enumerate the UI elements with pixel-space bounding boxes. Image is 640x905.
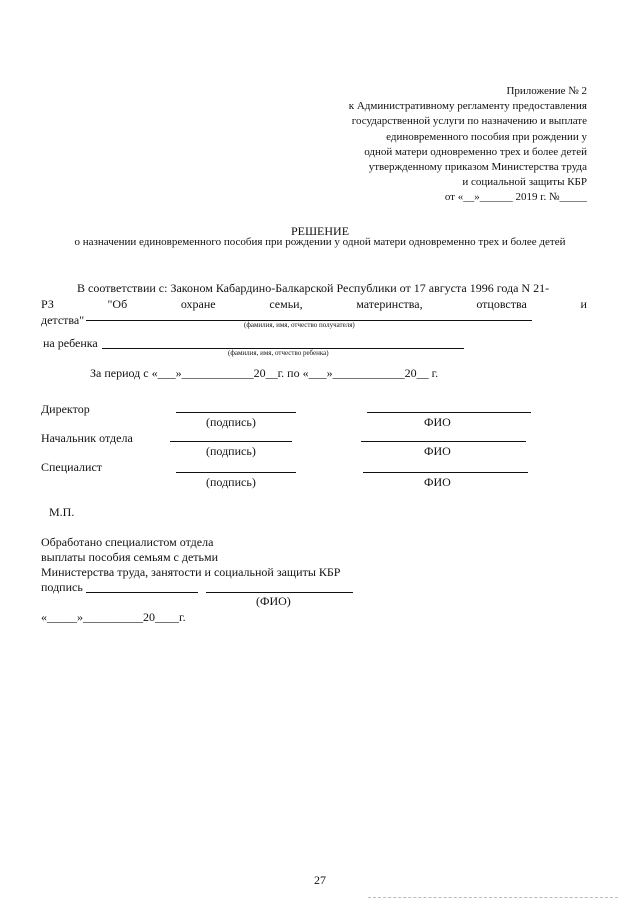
recipient-caption: (фамилия, имя, отчество получателя): [244, 321, 355, 329]
director-signature-field[interactable]: [176, 412, 296, 413]
legal-word: материнства,: [356, 297, 423, 311]
appendix-line: единовременного пособия при рождении у: [386, 130, 587, 143]
appendix-line: от «__»______ 2019 г. №_____: [444, 191, 587, 204]
director-fio-caption: ФИО: [424, 415, 451, 429]
legal-line-2: [41, 296, 587, 312]
specialist-sign-caption: (подпись): [206, 475, 256, 489]
appendix-line: утвержденному приказом Министерства труда: [368, 161, 587, 174]
processed-signature-field[interactable]: [86, 592, 198, 593]
legal-word: семьи,: [269, 297, 303, 311]
signature-role-director: Директор: [41, 402, 90, 416]
head-fio-caption: ФИО: [424, 444, 451, 458]
child-label: на ребенка: [43, 336, 98, 350]
legal-word: РЗ: [41, 297, 54, 311]
processed-name-field[interactable]: [206, 592, 353, 593]
signature-role-head: Начальник отдела: [41, 431, 133, 445]
processed-date: «_____»__________20____г.: [41, 610, 186, 624]
processed-sign-label: подпись: [41, 580, 83, 594]
specialist-name-field[interactable]: [363, 472, 528, 473]
processed-line: выплаты пособия семьям с детьми: [41, 550, 219, 564]
appendix-line: к Административному регламенту предоставления: [348, 100, 587, 113]
appendix-line: государственной услуги по назначению и выплате: [351, 115, 587, 128]
appendix-line: Приложение № 2: [506, 85, 587, 97]
page-number: 27: [314, 873, 326, 887]
processed-line: Обработано специалистом отдела: [41, 535, 214, 549]
document-title: РЕШЕНИЕ: [290, 224, 350, 238]
head-sign-caption: (подпись): [206, 444, 256, 458]
specialist-signature-field[interactable]: [176, 472, 296, 473]
legal-line-3: детства": [41, 313, 85, 327]
document-subtitle: о назначении единовременного пособия при рождении у одной матери одновременно трех и более детей: [74, 236, 566, 248]
period-line: За период с «___»____________20__г. по «___»____________20__ г.: [90, 366, 439, 380]
signature-role-specialist: Специалист: [41, 460, 103, 474]
child-caption: (фамилия, имя, отчество ребенка): [228, 349, 329, 357]
head-name-field[interactable]: [361, 441, 526, 442]
director-name-field[interactable]: [367, 412, 531, 413]
stamp-place: М.П.: [49, 505, 75, 519]
appendix-line: и социальной защиты КБР: [462, 176, 587, 189]
appendix-header: [349, 84, 587, 206]
legal-line-1: В соответствии с: Законом Кабардино-Балкарской Республики от 17 августа 1996 года N 21-: [77, 281, 550, 295]
appendix-line: одной матери одновременно трех и более детей: [364, 145, 587, 158]
specialist-fio-caption: ФИО: [424, 475, 451, 489]
legal-word: отцовства: [476, 297, 527, 311]
processed-line: Министерства труда, занятости и социальной защиты КБР: [41, 565, 341, 579]
director-sign-caption: (подпись): [206, 415, 256, 429]
legal-word: охране: [180, 297, 216, 311]
legal-word: и: [580, 297, 587, 311]
footer-divider: [368, 897, 618, 898]
head-signature-field[interactable]: [170, 441, 292, 442]
processed-fio-caption: (ФИО): [256, 594, 291, 608]
legal-word: "Об: [107, 297, 128, 311]
